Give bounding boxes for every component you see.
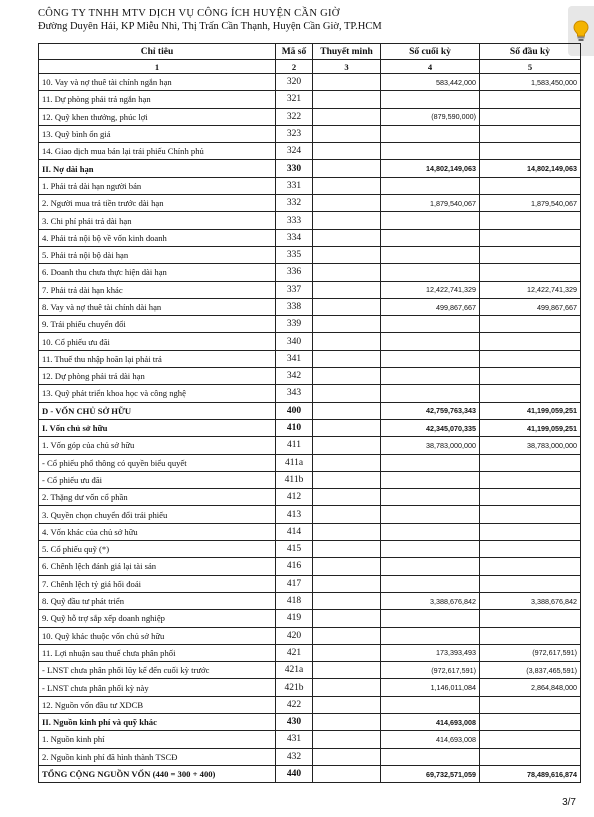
row-note: [313, 125, 381, 142]
row-end-value: [381, 696, 480, 713]
col-number: 2: [276, 60, 313, 74]
table-row: [39, 264, 581, 281]
col-number: 1: [39, 60, 276, 74]
row-label: 11. Dự phòng phải trả ngắn hạn: [39, 91, 276, 108]
row-note: [313, 281, 381, 298]
row-begin-value: 41,199,059,251: [480, 402, 581, 419]
row-code: 419: [276, 610, 313, 627]
row-note: [313, 731, 381, 748]
row-end-value: 1,879,540,067: [381, 195, 480, 212]
row-end-value: [381, 471, 480, 488]
company-name: CÔNG TY TNHH MTV DỊCH VỤ CÔNG ÍCH HUYỆN CẦN GIỜ: [38, 8, 340, 19]
table-row: [39, 471, 581, 488]
row-code: 421b: [276, 679, 313, 696]
row-note: [313, 575, 381, 592]
row-code: 320: [276, 74, 313, 91]
row-label: 8. Quỹ đầu tư phát triển: [39, 592, 276, 609]
row-begin-value: [480, 627, 581, 644]
row-begin-value: [480, 108, 581, 125]
row-label: 12. Dự phòng phải trả dài hạn: [39, 368, 276, 385]
row-code: 340: [276, 333, 313, 350]
row-begin-value: 3,388,676,842: [480, 592, 581, 609]
row-note: [313, 541, 381, 558]
row-code: 411a: [276, 454, 313, 471]
row-begin-value: [480, 385, 581, 402]
row-note: [313, 523, 381, 540]
row-end-value: [381, 333, 480, 350]
table-row: [39, 679, 581, 696]
row-code: 421a: [276, 662, 313, 679]
row-label: 11. Thuế thu nhập hoãn lại phải trả: [39, 350, 276, 367]
row-note: [313, 298, 381, 315]
row-begin-value: [480, 696, 581, 713]
row-begin-value: [480, 212, 581, 229]
row-end-value: 414,693,008: [381, 713, 480, 730]
row-end-value: 12,422,741,329: [381, 281, 480, 298]
row-note: [313, 696, 381, 713]
col-header-end: Số cuối kỳ: [381, 44, 480, 60]
row-code: 337: [276, 281, 313, 298]
row-end-value: [381, 385, 480, 402]
table-row: [39, 333, 581, 350]
table-row: [39, 506, 581, 523]
row-note: [313, 419, 381, 436]
row-begin-value: [480, 489, 581, 506]
row-note: [313, 592, 381, 609]
row-note: [313, 74, 381, 91]
row-label: 10. Vay và nợ thuê tài chính ngắn hạn: [39, 74, 276, 91]
row-label: 4. Phải trả nội bộ về vốn kinh doanh: [39, 229, 276, 246]
row-begin-value: 1,583,450,000: [480, 74, 581, 91]
row-begin-value: (972,617,591): [480, 644, 581, 661]
row-label: 1. Phải trả dài hạn người bán: [39, 177, 276, 194]
table-row: [39, 350, 581, 367]
row-end-value: [381, 523, 480, 540]
row-note: [313, 350, 381, 367]
row-code: 336: [276, 264, 313, 281]
col-number: 4: [381, 60, 480, 74]
row-begin-value: 1,879,540,067: [480, 195, 581, 212]
row-begin-value: [480, 91, 581, 108]
row-note: [313, 177, 381, 194]
row-code: 321: [276, 91, 313, 108]
row-label: - LNST chưa phân phối kỳ này: [39, 679, 276, 696]
col-number: 3: [313, 60, 381, 74]
row-note: [313, 160, 381, 177]
row-begin-value: [480, 471, 581, 488]
col-header-code: Mã số: [276, 44, 313, 60]
row-note: [313, 229, 381, 246]
row-code: 323: [276, 125, 313, 142]
row-code: 341: [276, 350, 313, 367]
table-row: [39, 91, 581, 108]
row-label: 12. Quỹ khen thưởng, phúc lợi: [39, 108, 276, 125]
row-begin-value: [480, 731, 581, 748]
row-end-value: [381, 212, 480, 229]
row-code: 324: [276, 143, 313, 160]
row-label: 5. Cổ phiếu quỹ (*): [39, 541, 276, 558]
row-note: [313, 368, 381, 385]
row-note: [313, 333, 381, 350]
row-begin-value: [480, 333, 581, 350]
table-row: [39, 108, 581, 125]
row-code: 338: [276, 298, 313, 315]
table-row: [39, 558, 581, 575]
row-code: 400: [276, 402, 313, 419]
row-label: 1. Nguồn kinh phí: [39, 731, 276, 748]
row-end-value: [381, 748, 480, 765]
row-end-value: 173,393,493: [381, 644, 480, 661]
row-note: [313, 489, 381, 506]
row-begin-value: [480, 177, 581, 194]
row-begin-value: (3,837,465,591): [480, 662, 581, 679]
row-note: [313, 610, 381, 627]
row-end-value: 3,388,676,842: [381, 592, 480, 609]
row-code: 322: [276, 108, 313, 125]
row-note: [313, 558, 381, 575]
row-end-value: [381, 627, 480, 644]
row-label: II. Nguồn kinh phí và quỹ khác: [39, 713, 276, 730]
row-begin-value: 41,199,059,251: [480, 419, 581, 436]
row-begin-value: 499,867,667: [480, 298, 581, 315]
lightbulb-icon: [573, 20, 589, 42]
table-row: [39, 454, 581, 471]
row-begin-value: 2,864,848,000: [480, 679, 581, 696]
row-label: - Cổ phiếu ưu đãi: [39, 471, 276, 488]
row-begin-value: [480, 541, 581, 558]
row-label: 13. Quỹ phát triển khoa học và công nghệ: [39, 385, 276, 402]
row-end-value: [381, 506, 480, 523]
row-note: [313, 385, 381, 402]
row-code: 413: [276, 506, 313, 523]
col-header-note: Thuyết minh: [313, 44, 381, 60]
table-row: [39, 575, 581, 592]
row-label: 8. Vay và nợ thuê tài chính dài hạn: [39, 298, 276, 315]
row-note: [313, 91, 381, 108]
row-end-value: 583,442,000: [381, 74, 480, 91]
row-code: 342: [276, 368, 313, 385]
table-row: [39, 610, 581, 627]
row-label: 7. Chênh lệch tỷ giá hối đoái: [39, 575, 276, 592]
row-label: 9. Trái phiếu chuyển đổi: [39, 316, 276, 333]
row-begin-value: [480, 558, 581, 575]
row-begin-value: 78,489,616,874: [480, 765, 581, 782]
row-code: 339: [276, 316, 313, 333]
row-note: [313, 454, 381, 471]
row-label: - Cổ phiếu phổ thông có quyền biểu quyết: [39, 454, 276, 471]
col-header-indicator: Chỉ tiêu: [39, 44, 276, 60]
row-code: 416: [276, 558, 313, 575]
table-row: [39, 592, 581, 609]
row-note: [313, 316, 381, 333]
row-begin-value: 12,422,741,329: [480, 281, 581, 298]
table-header-row: [39, 44, 581, 60]
row-label: 10. Quỹ khác thuộc vốn chủ sở hữu: [39, 627, 276, 644]
row-end-value: [381, 246, 480, 263]
row-code: 411: [276, 437, 313, 454]
row-end-value: 499,867,667: [381, 298, 480, 315]
row-end-value: 42,345,070,335: [381, 419, 480, 436]
row-end-value: [381, 229, 480, 246]
table-row: [39, 160, 581, 177]
row-label: TỔNG CỘNG NGUỒN VỐN (440 = 300 + 400): [39, 765, 276, 782]
row-begin-value: [480, 748, 581, 765]
row-code: 335: [276, 246, 313, 263]
row-end-value: 69,732,571,059: [381, 765, 480, 782]
table-row: [39, 437, 581, 454]
table-row: [39, 385, 581, 402]
row-end-value: [381, 368, 480, 385]
row-begin-value: [480, 229, 581, 246]
row-note: [313, 627, 381, 644]
row-begin-value: [480, 368, 581, 385]
col-header-begin: Số đầu kỳ: [480, 44, 581, 60]
row-note: [313, 108, 381, 125]
row-note: [313, 195, 381, 212]
table-row: [39, 748, 581, 765]
row-code: 430: [276, 713, 313, 730]
row-end-value: [381, 350, 480, 367]
row-end-value: [381, 454, 480, 471]
row-begin-value: [480, 713, 581, 730]
row-code: 415: [276, 541, 313, 558]
table-row: [39, 662, 581, 679]
row-note: [313, 402, 381, 419]
table-row: [39, 489, 581, 506]
row-note: [313, 748, 381, 765]
row-begin-value: [480, 350, 581, 367]
row-note: [313, 437, 381, 454]
row-begin-value: 38,783,000,000: [480, 437, 581, 454]
row-code: 417: [276, 575, 313, 592]
table-row: [39, 368, 581, 385]
table-row: [39, 765, 581, 782]
row-code: 440: [276, 765, 313, 782]
table-row: [39, 402, 581, 419]
row-end-value: (879,590,000): [381, 108, 480, 125]
table-row: [39, 523, 581, 540]
column-number-row: [39, 60, 581, 74]
row-begin-value: [480, 264, 581, 281]
row-code: 414: [276, 523, 313, 540]
row-note: [313, 662, 381, 679]
table-row: [39, 298, 581, 315]
row-label: 3. Chi phí phải trả dài hạn: [39, 212, 276, 229]
table-row: [39, 246, 581, 263]
table-row: [39, 541, 581, 558]
row-label: 3. Quyền chọn chuyển đổi trái phiếu: [39, 506, 276, 523]
row-end-value: 1,146,011,084: [381, 679, 480, 696]
row-begin-value: [480, 506, 581, 523]
row-note: [313, 679, 381, 696]
table-row: [39, 212, 581, 229]
row-note: [313, 264, 381, 281]
table-row: [39, 627, 581, 644]
row-code: 422: [276, 696, 313, 713]
row-end-value: (972,617,591): [381, 662, 480, 679]
row-label: 6. Chênh lệch đánh giá lại tài sản: [39, 558, 276, 575]
table-row: [39, 195, 581, 212]
row-note: [313, 713, 381, 730]
row-end-value: [381, 316, 480, 333]
table-row: [39, 281, 581, 298]
row-note: [313, 506, 381, 523]
row-label: 10. Cổ phiếu ưu đãi: [39, 333, 276, 350]
table-row: [39, 696, 581, 713]
row-end-value: 14,802,149,063: [381, 160, 480, 177]
row-code: 421: [276, 644, 313, 661]
row-code: 411b: [276, 471, 313, 488]
row-note: [313, 644, 381, 661]
table-row: [39, 316, 581, 333]
row-begin-value: 14,802,149,063: [480, 160, 581, 177]
row-end-value: [381, 541, 480, 558]
row-code: 331: [276, 177, 313, 194]
row-end-value: [381, 558, 480, 575]
row-end-value: 414,693,008: [381, 731, 480, 748]
row-code: 431: [276, 731, 313, 748]
row-begin-value: [480, 610, 581, 627]
row-label: 5. Phải trả nội bộ dài hạn: [39, 246, 276, 263]
col-number: 5: [480, 60, 581, 74]
row-code: 432: [276, 748, 313, 765]
row-begin-value: [480, 575, 581, 592]
row-end-value: [381, 177, 480, 194]
row-note: [313, 212, 381, 229]
table-row: [39, 229, 581, 246]
table-row: [39, 644, 581, 661]
row-label: I. Vốn chủ sở hữu: [39, 419, 276, 436]
row-code: 333: [276, 212, 313, 229]
row-begin-value: [480, 246, 581, 263]
balance-sheet-table: [38, 43, 581, 783]
table-row: [39, 731, 581, 748]
row-end-value: [381, 610, 480, 627]
table-row: [39, 177, 581, 194]
row-begin-value: [480, 125, 581, 142]
row-end-value: [381, 264, 480, 281]
row-label: 9. Quỹ hỗ trợ sắp xếp doanh nghiệp: [39, 610, 276, 627]
row-note: [313, 143, 381, 160]
row-end-value: 38,783,000,000: [381, 437, 480, 454]
row-end-value: [381, 143, 480, 160]
row-begin-value: [480, 523, 581, 540]
page-number: 3/7: [562, 797, 576, 808]
table-row: [39, 143, 581, 160]
row-label: 4. Vốn khác của chủ sở hữu: [39, 523, 276, 540]
row-code: 418: [276, 592, 313, 609]
row-end-value: 42,759,763,343: [381, 402, 480, 419]
row-label: 12. Nguồn vốn đầu tư XDCB: [39, 696, 276, 713]
row-label: D - VỐN CHỦ SỞ HỮU: [39, 402, 276, 419]
row-label: - LNST chưa phân phối lũy kế đến cuối kỳ trước: [39, 662, 276, 679]
row-label: 14. Giao dịch mua bán lại trái phiếu Chính phủ: [39, 143, 276, 160]
row-end-value: [381, 575, 480, 592]
row-code: 410: [276, 419, 313, 436]
row-label: 2. Thặng dư vốn cổ phần: [39, 489, 276, 506]
row-note: [313, 765, 381, 782]
row-label: 7. Phải trả dài hạn khác: [39, 281, 276, 298]
company-address: Đường Duyên Hải, KP Miễu Nhì, Thị Trấn Cần Thạnh, Huyện Cần Giờ, TP.HCM: [38, 20, 382, 32]
row-code: 330: [276, 160, 313, 177]
row-label: 11. Lợi nhuận sau thuế chưa phân phối: [39, 644, 276, 661]
row-label: 6. Doanh thu chưa thực hiện dài hạn: [39, 264, 276, 281]
row-begin-value: [480, 316, 581, 333]
row-label: 2. Người mua trả tiền trước dài hạn: [39, 195, 276, 212]
row-label: 1. Vốn góp của chủ sở hữu: [39, 437, 276, 454]
table-row: [39, 419, 581, 436]
table-row: [39, 74, 581, 91]
row-note: [313, 471, 381, 488]
row-note: [313, 246, 381, 263]
row-end-value: [381, 489, 480, 506]
row-end-value: [381, 125, 480, 142]
table-row: [39, 125, 581, 142]
row-label: II. Nợ dài hạn: [39, 160, 276, 177]
row-label: 13. Quỹ bình ổn giá: [39, 125, 276, 142]
row-code: 343: [276, 385, 313, 402]
row-code: 412: [276, 489, 313, 506]
row-code: 420: [276, 627, 313, 644]
row-end-value: [381, 91, 480, 108]
row-code: 332: [276, 195, 313, 212]
row-begin-value: [480, 454, 581, 471]
table-row: [39, 713, 581, 730]
row-code: 334: [276, 229, 313, 246]
row-begin-value: [480, 143, 581, 160]
document-header: [38, 8, 382, 33]
row-label: 2. Nguồn kinh phí đã hình thành TSCĐ: [39, 748, 276, 765]
